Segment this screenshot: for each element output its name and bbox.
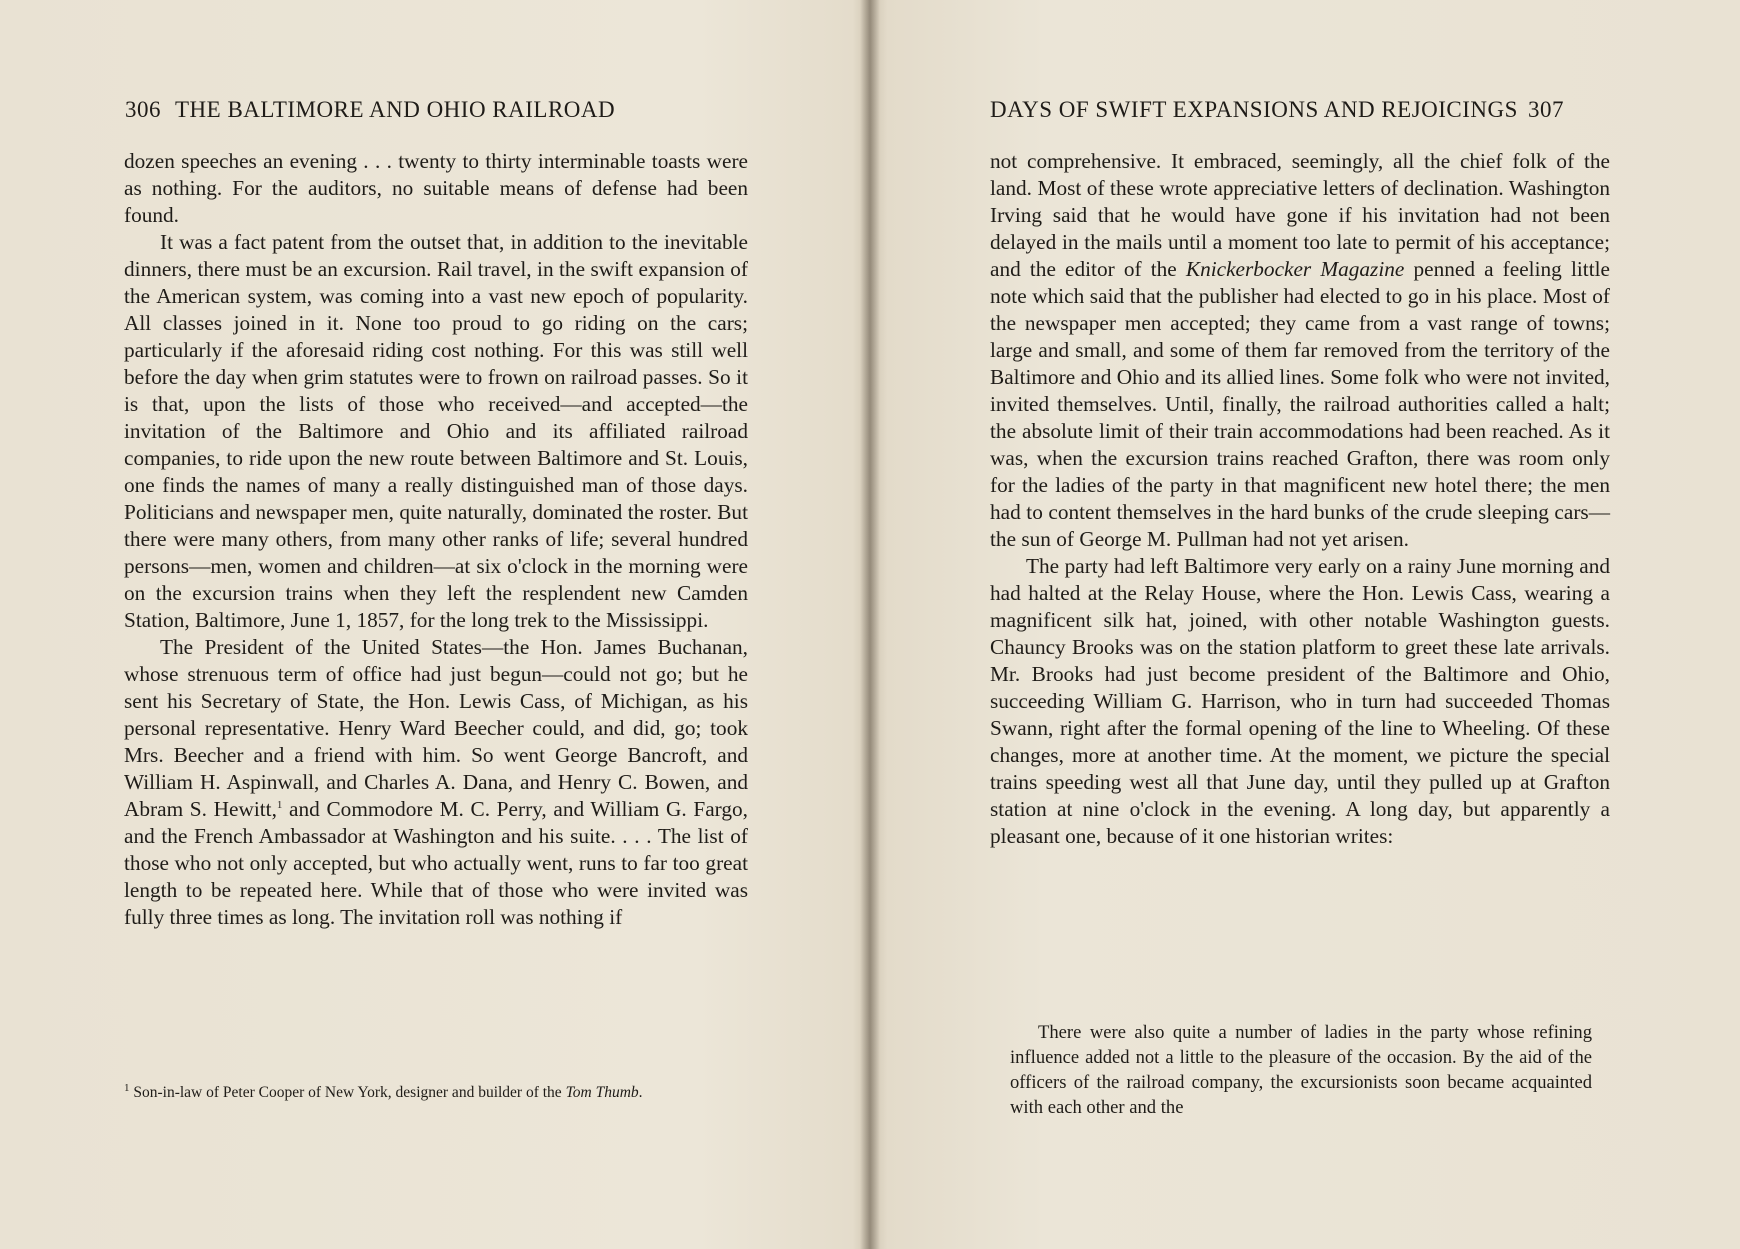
right-paragraph-1-part-b: penned a feeling little note which said that the publisher had elected to go in his place. Most of the newspaper men accepted; they came from a vast range of towns; large and small, and some of them far removed from the territory of the Baltimore and Ohio and its allied lines. Some folk who were not invited, invited themselves. Until, finally, the railroad authorities called a halt; the absolute limit of their train accommodations had been reached. As it was, when the excursion trains reached Grafton, there was room only for the ladies of the party in that magnificent new hotel there; the men had to content themselves in the hard bunks of the crude sleeping cars—the sun of George M. Pullman had not yet arisen. [990, 257, 1610, 551]
left-running-header [125, 97, 615, 123]
magazine-title: Knickerbocker Magazine [1185, 257, 1405, 281]
left-paragraph-3 [124, 634, 748, 931]
left-running-head-title: THE BALTIMORE AND OHIO RAILROAD [175, 97, 616, 122]
right-paragraph-1 [990, 148, 1610, 553]
book-gutter [860, 0, 880, 1249]
footnote-end: . [638, 1084, 643, 1101]
right-running-header [990, 97, 1564, 123]
footnote-reference: 1 [276, 798, 283, 811]
right-page [880, 0, 1740, 1249]
left-page-number: 306 [125, 97, 161, 122]
left-body-text [124, 148, 748, 931]
left-paragraph-1: dozen speeches an evening . . . twenty to thirty interminable toasts were as nothing. For the auditors, no suitable means of defense had been found. [124, 149, 748, 227]
right-paragraph-2: The party had left Baltimore very early on a rainy June morning and had halted at the Relay House, where the Hon. Lewis Cass, wearing a magnificent silk hat, joined, with other notable Washington guests. Chauncy Brooks was on the station platform to greet these late arrivals. Mr. Brooks had just become president of the Baltimore and Ohio, succeeding William G. Harrison, who in turn had succeeded Thomas Swann, right after the formal opening of the line to Wheeling. Of these changes, more at another time. At the moment, we picture the special trains speeding west all that June day, until they pulled up at Grafton station at nine o'clock in the evening. A long day, but apparently a pleasant one, because of it one historian writes: [990, 554, 1610, 848]
left-paragraph-3-part-b: and Commodore M. C. Perry, and William G. Fargo, and the French Ambassador at Washington and his suite. . . . The list of those who not only accepted, but who actually went, runs to far too great length to be repeated here. While that of those who were invited was fully three times as long. The invitation roll was nothing if [124, 797, 748, 929]
footnote-mark: 1 [124, 1081, 130, 1094]
footnote-italic-title: Tom Thumb [565, 1084, 639, 1101]
right-page-number: 307 [1527, 97, 1564, 122]
left-page [0, 0, 860, 1249]
footnote [124, 1082, 748, 1104]
footnote-text: Son-in-law of Peter Cooper of New York, designer and builder of the [129, 1084, 566, 1101]
right-paragraph-1-part-a: not comprehensive. It embraced, seemingly, all the chief folk of the land. Most of these wrote appreciative letters of declination. Washington Irving said that he would have gone if his invitation had not been delayed in the mails until a moment too late to permit of his acceptance; and the editor of the [990, 149, 1610, 281]
left-paragraph-2: It was a fact patent from the outset that, in addition to the inevitable dinners, there must be an excursion. Rail travel, in the swift expansion of the American system, was coming into a vast new epoch of popularity. All classes joined in it. None too proud to go riding on the cars; particularly if the aforesaid riding cost nothing. For this was still well before the day when grim statutes were to frown on railroad passes. So it is that, upon the lists of those who received—and accepted—the invitation of the Baltimore and Ohio and its affiliated railroad companies, to ride upon the new route between Baltimore and St. Louis, one finds the names of many a really distinguished man of those days. Politicians and newspaper men, quite naturally, dominated the roster. But there were many others, from many other ranks of life; several hundred persons—men, women and children—at six o'clock in the morning were on the excursion trains when they left the resplendent new Camden Station, Baltimore, June 1, 1857, for the long trek to the Mississippi. [124, 230, 748, 632]
right-running-head-title: DAYS OF SWIFT EXPANSIONS AND REJOICINGS [990, 97, 1518, 122]
right-body-text [990, 148, 1610, 850]
block-quote: There were also quite a number of ladies in the party whose refining influence added not a little to the pleasure of the occasion. By the aid of the officers of the railroad company, the excursionists soon became acquainted with each other and the [1010, 1022, 1592, 1118]
left-paragraph-3-part-a: The President of the United States—the Hon. James Buchanan, whose strenuous term of office had just begun—could not go; but he sent his Secretary of State, the Hon. Lewis Cass, of Michigan, as his personal representative. Henry Ward Beecher could, and did, go; took Mrs. Beecher and a friend with him. So went George Bancroft, and William H. Aspinwall, and Charles A. Dana, and Henry C. Bowen, and Abram S. Hewitt, [124, 635, 748, 821]
